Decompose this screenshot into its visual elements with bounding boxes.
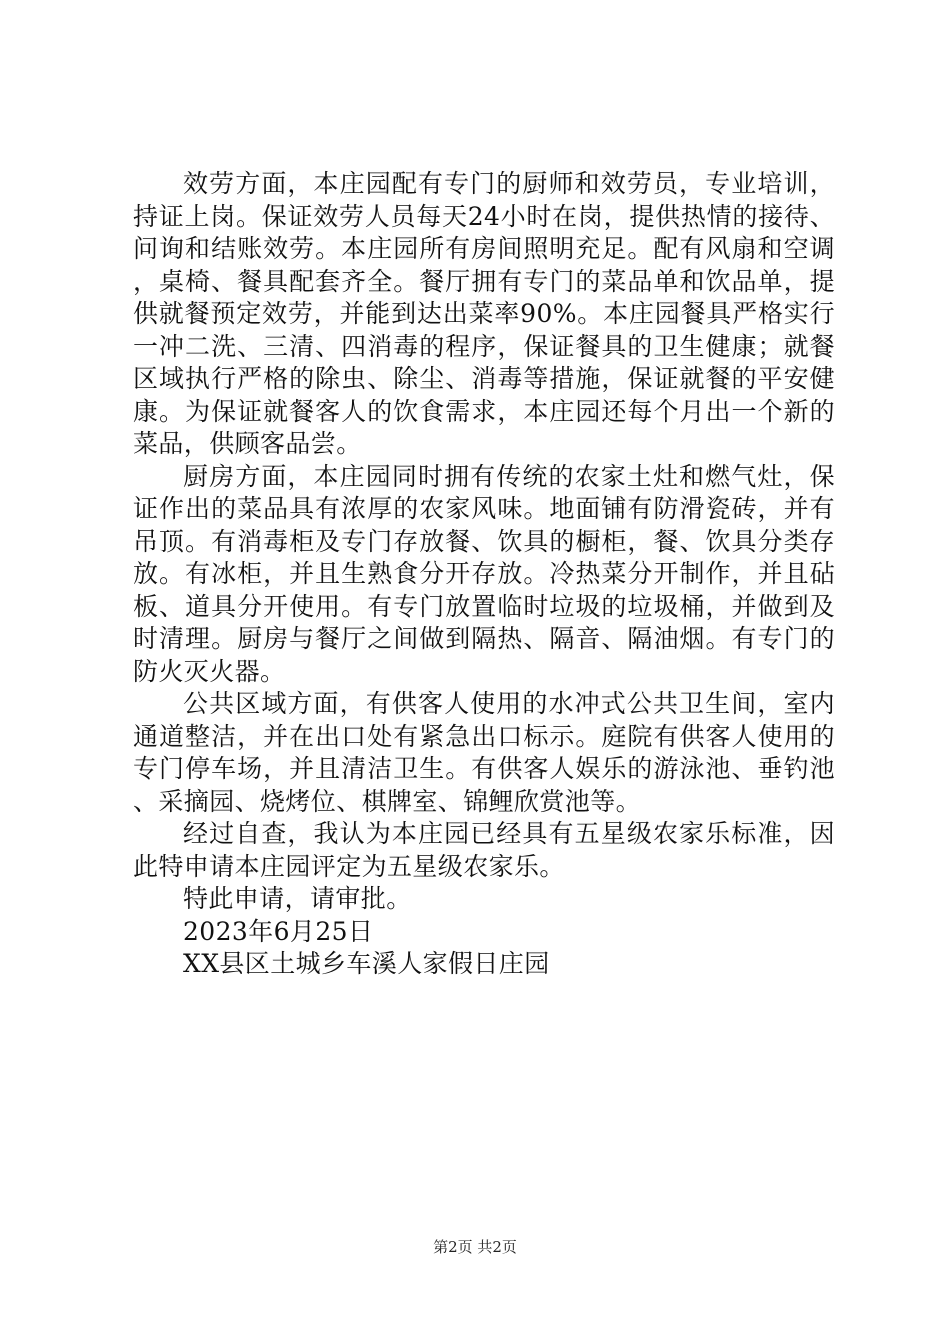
paragraph-conclusion: 经过自查，我认为本庄园已经具有五星级农家乐标准，因此特申请本庄园评定为五星级农家乐。	[133, 819, 835, 881]
paragraph-public-area: 公共区域方面，有供客人使用的水冲式公共卫生间，室内通道整洁，并在出口处有紧急出口标示。庭院有供客人使用的专门停车场，并且清洁卫生。有供客人娱乐的游泳池、垂钓池、采摘园、烧烤位、棋牌室、锦鲤欣赏池等。	[133, 689, 835, 816]
document-signature: XX县区土城乡车溪人家假日庄园	[183, 949, 550, 978]
closing-request: 特此申请，请审批。	[183, 884, 412, 913]
paragraph-kitchen: 厨房方面，本庄园同时拥有传统的农家土灶和燃气灶，保证作出的菜品具有浓厚的农家风味。地面铺有防滑瓷砖，并有吊顶。有消毒柜及专门存放餐、饮具的橱柜，餐、饮具分类存放。有冰柜，并且生熟食分开存放。冷热菜分开制作，并且砧板、道具分开使用。有专门放置临时垃圾的垃圾桶，并做到及时清理。厨房与餐厅之间做到隔热、隔音、隔油烟。有专门的防火灭火器。	[133, 461, 835, 686]
document-body	[133, 168, 835, 981]
paragraph-service: 效劳方面，本庄园配有专门的厨师和效劳员，专业培训，持证上岗。保证效劳人员每天24小时在岗，提供热情的接待、问询和结账效劳。本庄园所有房间照明充足。配有风扇和空调，桌椅、餐具配套齐全。餐厅拥有专门的菜品单和饮品单，提供就餐预定效劳，并能到达出菜率90%。本庄园餐具严格实行一冲二洗、三清、四消毒的程序，保证餐具的卫生健康；就餐区域执行严格的除虫、除尘、消毒等措施，保证就餐的平安健康。为保证就餐客人的饮食需求，本庄园还每个月出一个新的菜品，供顾客品尝。	[133, 169, 835, 458]
page-number: 第2页 共2页	[433, 1238, 517, 1256]
document-date: 2023年6月25日	[183, 916, 374, 946]
